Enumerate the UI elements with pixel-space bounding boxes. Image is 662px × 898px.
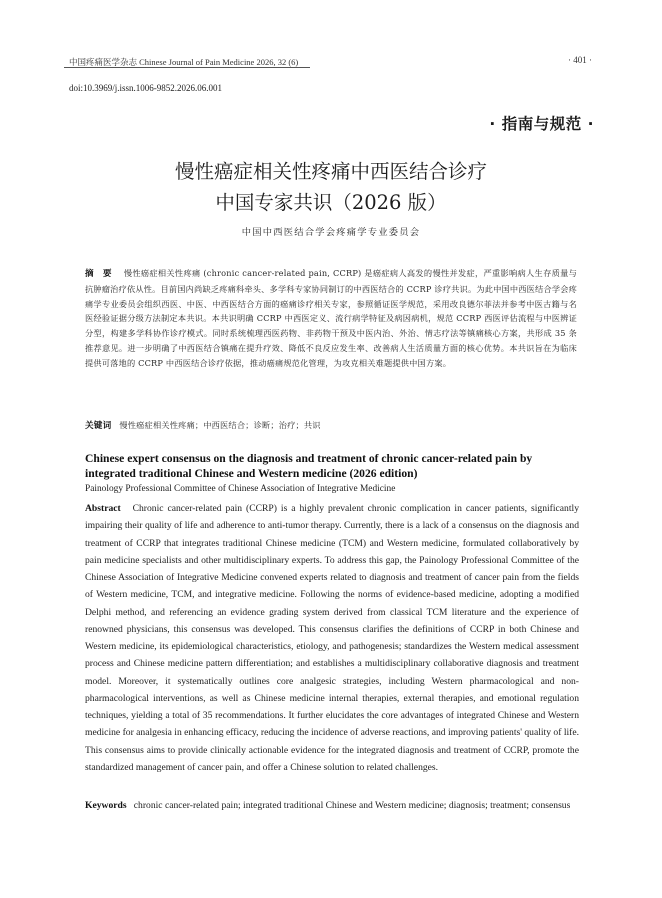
- keywords-en-text: chronic cancer-related pain; integrated traditional Chinese and Western medicine; diagnosis; treatment; consensus: [133, 800, 571, 811]
- abstract-en: [85, 500, 579, 776]
- running-head-rule: [64, 67, 310, 68]
- abstract-cn: [85, 266, 577, 371]
- section-tag: · 指南与规范 ·: [489, 115, 594, 133]
- abstract-en-text: Chronic cancer-related pain (CCRP) is a highly prevalent chronic complication in cancer patients, significantly impairing their quality of life and adherence to anti-tumor therapy. Currently, there is a lack of a consensus on the diagnosis and treatment of CCRP that integrates traditional Chinese medicine (TCM) and Western medicine, formulated collaboratively by pain medicine specialists and other multidisciplinary experts. To address this gap, the Painology Professional Committee of the Chinese Association of Integrative Medicine convened experts related to diagnosis and treatment of cancer pain from the fields of Western medicine, TCM, and integrative medicine. Following the norms of evidence-based medicine, adopting a modified Delphi method, and referencing an evidence grading system derived from classical TCM literature and the experience of renowned physicians, this consensus was developed. This consensus clarifies the definitions of CCRP in both Chinese and Western medicine, its epidemiological characteristics, etiology, and pathogenesis; standardizes the Western medical assessment process and Chinese medicine pattern differentiation; and establishes a multidisciplinary collaborative diagnosis and treatment model. Moreover, it systematically outlines core analgesic strategies, including Western pharmacological and non-pharmacological interventions, as well as Chinese medicine internal therapies, external therapies, and emotional regulation techniques, yielding a total of 35 recommendations. It further elucidates the core advantages of integrated Chinese and Western medicine for analgesia in enhancing efficacy, reducing the incidence of adverse reactions, and improving patients' quality of life. This consensus aims to provide clinically actionable evidence for the integrated diagnosis and treatment of CCRP, promote the standardized management of cancer pain, and offer a Chinese solution to related challenges.: [85, 503, 579, 773]
- abstract-cn-label: 摘 要: [85, 269, 112, 279]
- authors-cn: 中国中西医结合学会疼痛学专业委员会: [241, 227, 421, 238]
- title-line-2: 中国专家共识（2026 版）: [215, 191, 447, 214]
- abstract-cn-text: 慢性癌症相关性疼痛 (chronic cancer-related pain, CCRP) 是癌症病人高发的慢性并发症，严重影响病人生存质量与抗肿瘤治疗依从性。目前国内尚缺乏疼痛科牵头、多学科专家协同制订的中西医结合的 CCRP 诊疗共识。为此中国中西医结合学会疼痛学专业委员会组织西医、中医、中西医结合方面的癌痛诊疗相关专家，参照循证医学规范，采用改良德尔菲法并参考中医古籍与名医经验证据分级方法制定本共识。本共识明确 CCRP 中西医定义、流行病学特征及病因病机，规范 CCRP 西医评估流程与中医辨证分型，构建多学科协作诊疗模式。同时系统梳理西医药物、非药物干预及中医内治、外治、情志疗法等镇痛核心方案，共形成 35 条推荐意见。进一步明确了中西医结合镇痛在提升疗效、降低不良反应发生率、改善病人生活质量方面的核心优势。本共识旨在为临床提供可落地的 CCRP 中西医结合诊疗依据，推动癌痛规范化管理，为攻克相关难题提供中国方案。: [85, 268, 577, 368]
- doi[interactable]: doi:10.3969/j.issn.1006-9852.2026.06.001: [69, 83, 223, 93]
- keywords-cn: [85, 418, 577, 434]
- abstract-en-label: Abstract: [85, 503, 121, 514]
- keywords-cn-text: 慢性癌症相关性疼痛；中西医结合；诊断；治疗；共识: [119, 420, 321, 430]
- article-title: [0, 156, 662, 218]
- article-title-en: Chinese expert consensus on the diagnosis and treatment of chronic cancer-related pain by integrated traditional Chinese and Western medicine (2026 edition): [85, 452, 533, 481]
- title-line-1: 慢性癌症相关性疼痛中西医结合诊疗: [174, 160, 487, 183]
- keywords-cn-label: 关键词: [85, 421, 112, 431]
- authors-en: Painology Professional Committee of Chinese Association of Integrative Medicine: [85, 484, 396, 494]
- keywords-en-label: Keywords: [85, 800, 127, 811]
- running-head: 中国疼痛医学杂志 Chinese Journal of Pain Medicine 2026, 32 (6): [69, 57, 299, 67]
- keywords-en: [85, 797, 579, 814]
- page-number: · 401 ·: [568, 55, 592, 65]
